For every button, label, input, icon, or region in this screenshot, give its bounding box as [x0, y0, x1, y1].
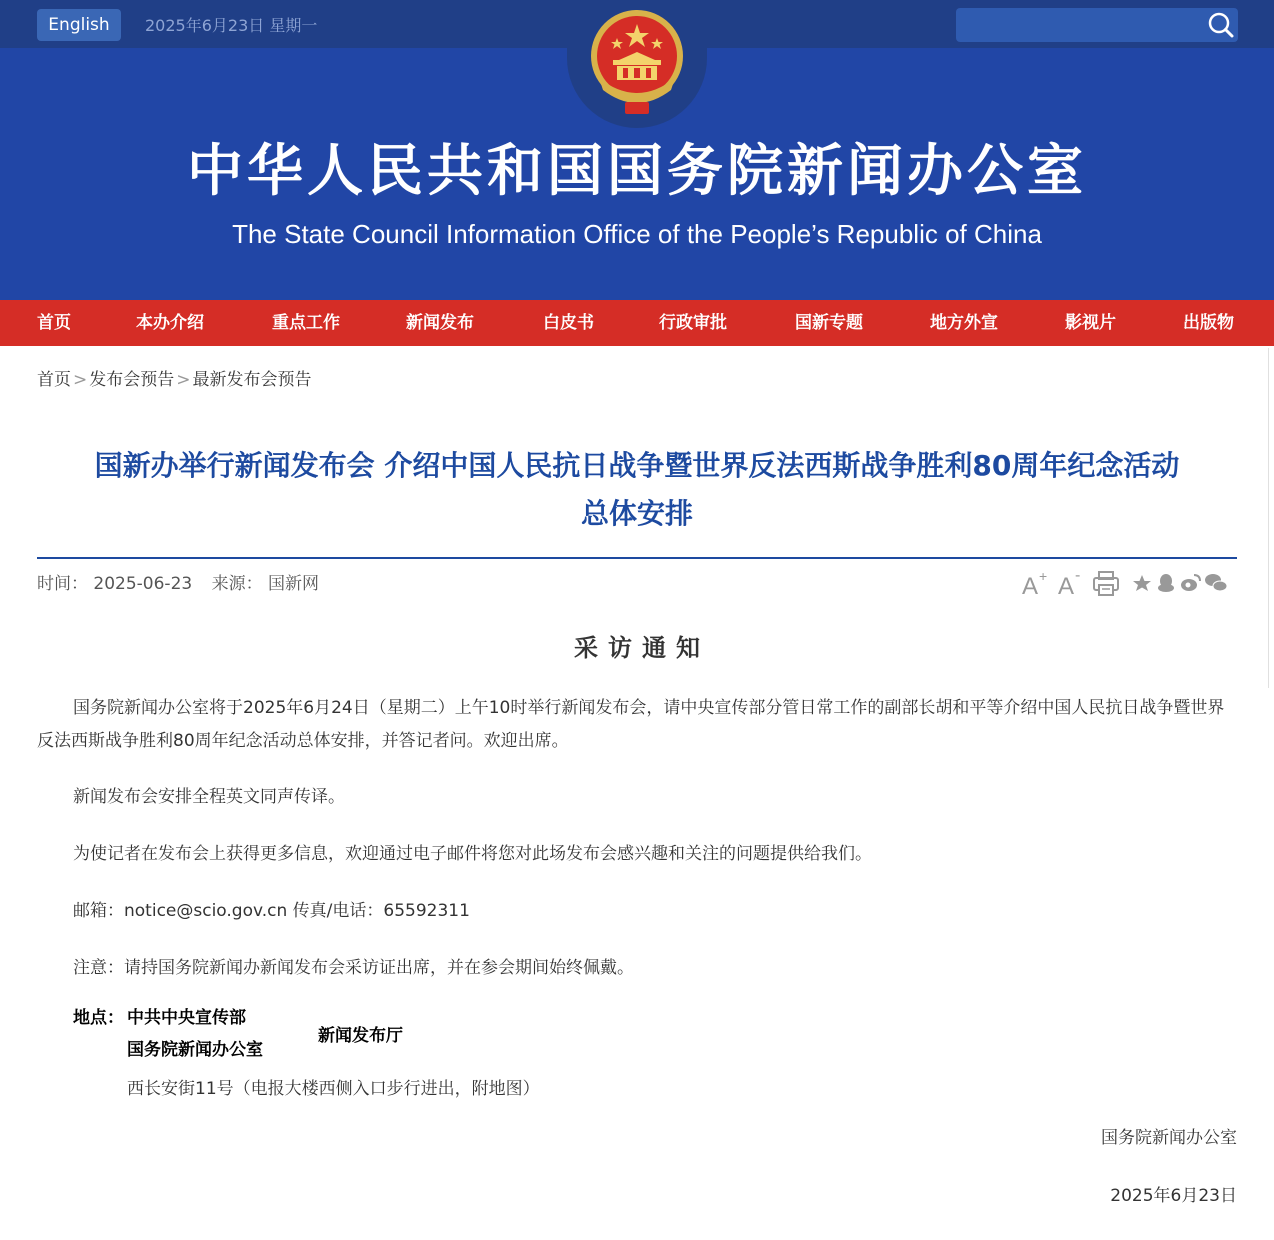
breadcrumb-press-preview[interactable]: 发布会预告	[89, 370, 175, 390]
search-box[interactable]	[956, 8, 1238, 42]
location-org-1: 中共中央宣传部	[127, 1008, 246, 1028]
paragraph-questions: 为使记者在发布会上获得更多信息，欢迎通过电子邮件将您对此场发布会感兴趣和关注的问题提供给我们。	[73, 844, 872, 864]
location-address: 西长安街11号（电报大楼西侧入口步行进出，附地图）	[127, 1079, 540, 1099]
paragraph-contact: 邮箱：notice@scio.gov.cn 传真/电话：65592311	[73, 901, 470, 921]
breadcrumb-separator: >	[73, 370, 88, 390]
font-decrease-icon[interactable]	[1056, 566, 1086, 600]
paragraph-interpretation: 新闻发布会安排全程英文同声传译。	[73, 787, 345, 807]
svg-text:A: A	[1022, 573, 1039, 600]
breadcrumb	[37, 368, 312, 392]
weibo-share-icon[interactable]	[1180, 566, 1202, 600]
nav-item-press-release[interactable]: 新闻发布	[406, 313, 474, 333]
notice-heading: 采访通知	[574, 634, 710, 662]
main-nav	[0, 300, 1274, 346]
site-header	[0, 0, 1274, 300]
article-title	[37, 442, 1237, 538]
paragraph-attention: 注意：请持国务院新闻办新闻发布会采访证出席，并在参会期间始终佩戴。	[73, 958, 634, 978]
print-icon[interactable]	[1092, 566, 1120, 600]
time-value: 2025-06-23	[93, 574, 193, 594]
search-icon[interactable]	[1206, 11, 1236, 39]
breadcrumb-separator: >	[176, 370, 191, 390]
breadcrumb-home[interactable]: 首页	[37, 370, 71, 390]
signature-organization: 国务院新闻办公室	[1101, 1128, 1237, 1148]
paragraph-announcement: 国务院新闻办公室将于2025年6月24日（星期二）上午10时举行新闻发布会，请中央宣传部分管日常工作的副部长胡和平等介绍中国人民抗日战争暨世界反法西斯战争胜利80周年纪念活动总体安排，并答记者问。欢迎出席。	[37, 698, 1225, 751]
article-title-line-1: 国新办举行新闻发布会 介绍中国人民抗日战争暨世界反法西斯战争胜利80周年纪念活动	[94, 449, 1180, 482]
title-divider	[37, 557, 1237, 559]
svg-text:+: +	[1039, 568, 1048, 584]
wechat-share-icon[interactable]	[1204, 566, 1228, 600]
location-hall: 新闻发布厅	[318, 1026, 403, 1046]
scrollbar[interactable]	[1268, 348, 1274, 688]
breadcrumb-latest-preview[interactable]: 最新发布会预告	[192, 370, 312, 390]
national-emblem-icon	[587, 8, 687, 118]
site-title-english: The State Council Information Office of the People’s Republic of China	[232, 219, 1042, 249]
english-button[interactable]: English	[37, 9, 121, 41]
time-label: 时间：	[37, 574, 88, 594]
article-title-line-2: 总体安排	[580, 497, 693, 530]
nav-item-publications[interactable]: 出版物	[1183, 313, 1234, 333]
nav-item-special-topics[interactable]: 国新专题	[795, 313, 863, 333]
location-label: 地点：	[73, 1008, 124, 1028]
article-tools	[1020, 566, 1230, 600]
search-input[interactable]	[964, 12, 1194, 38]
font-increase-icon[interactable]	[1020, 566, 1050, 600]
nav-item-key-work[interactable]: 重点工作	[272, 313, 340, 333]
site-title-chinese: 中华人民共和国国务院新闻办公室	[187, 139, 1087, 204]
nav-item-admin-approval[interactable]: 行政审批	[659, 313, 727, 333]
location-org-2: 国务院新闻办公室	[127, 1040, 263, 1060]
nav-item-about[interactable]: 本办介绍	[136, 313, 204, 333]
article-meta	[37, 572, 333, 596]
nav-item-white-papers[interactable]: 白皮书	[543, 313, 594, 333]
nav-item-films[interactable]: 影视片	[1065, 313, 1116, 333]
signature-date: 2025年6月23日	[1110, 1186, 1237, 1206]
svg-text:A: A	[1058, 573, 1075, 600]
current-date: 2025年6月23日 星期一	[145, 16, 318, 35]
nav-item-local-publicity[interactable]: 地方外宣	[930, 313, 998, 333]
favorite-star-icon[interactable]	[1132, 566, 1152, 600]
nav-item-home[interactable]: 首页	[37, 313, 71, 333]
svg-text:-: -	[1075, 567, 1081, 584]
source-value: 国新网	[268, 574, 320, 594]
source-label: 来源：	[211, 574, 263, 594]
qq-share-icon[interactable]	[1156, 566, 1176, 600]
